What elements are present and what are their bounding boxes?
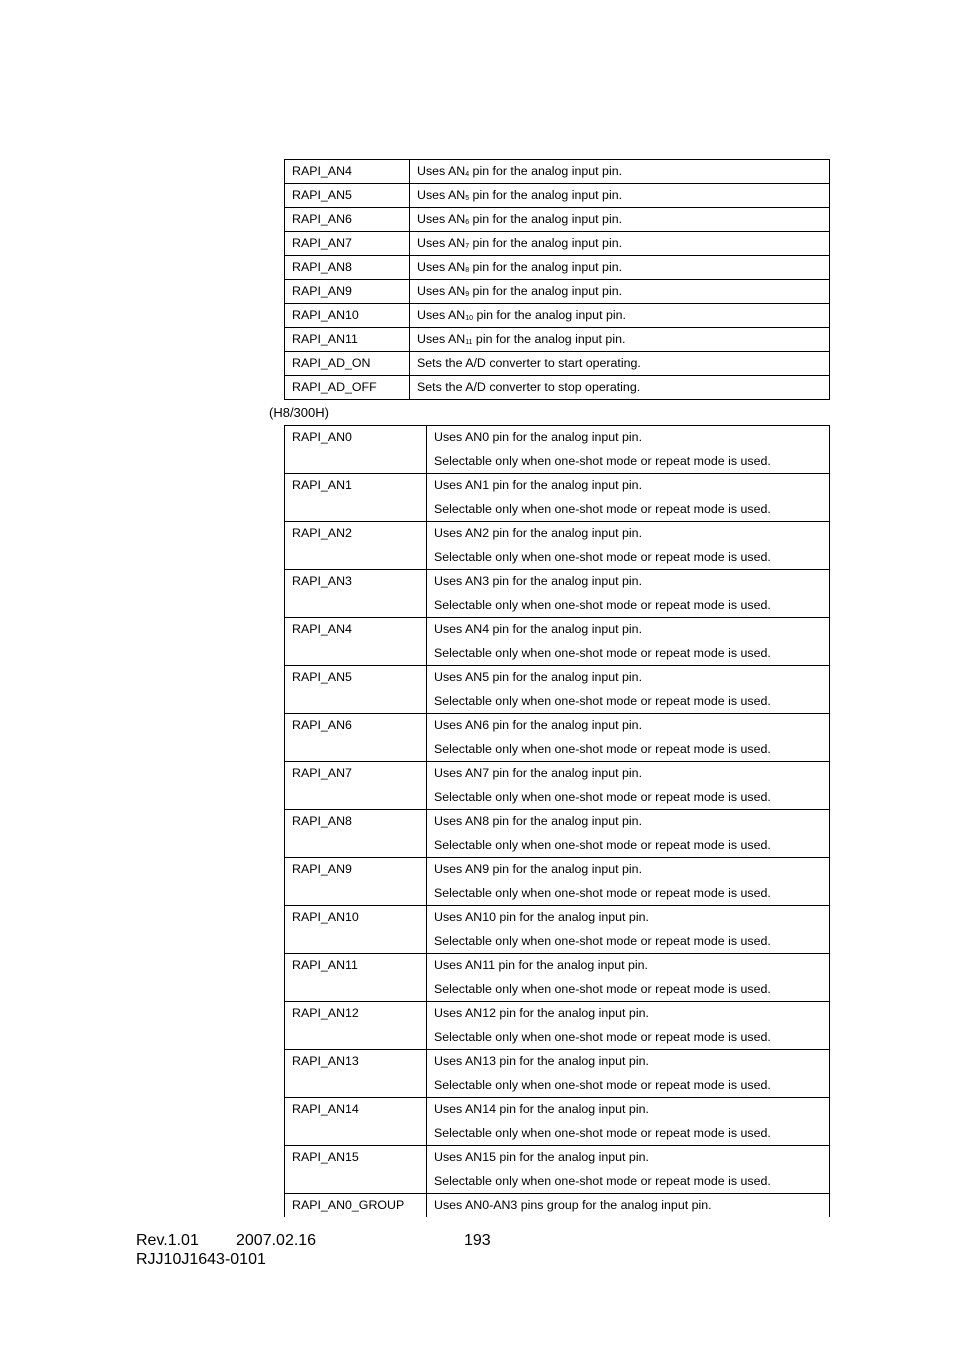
table-row bbox=[285, 352, 830, 376]
description-text: Uses AN bbox=[417, 308, 466, 322]
description-text: pin for the analog input pin. bbox=[472, 332, 626, 346]
description-cell bbox=[410, 232, 830, 256]
description-note: Selectable only when one-shot mode or repeat mode is used. bbox=[434, 886, 771, 900]
description-note: Selectable only when one-shot mode or repeat mode is used. bbox=[434, 1078, 771, 1092]
table-row bbox=[285, 810, 830, 858]
description-cell bbox=[410, 208, 830, 232]
description-note: Selectable only when one-shot mode or repeat mode is used. bbox=[434, 694, 771, 708]
description-text: Sets the A/D converter to start operating. bbox=[417, 356, 641, 370]
description-cell bbox=[427, 618, 830, 666]
description-cell bbox=[427, 714, 830, 762]
description-note: Selectable only when one-shot mode or repeat mode is used. bbox=[434, 1030, 771, 1044]
description-cell bbox=[427, 954, 830, 1002]
description-line: Uses AN6 pin for the analog input pin. bbox=[434, 718, 643, 732]
description-cell bbox=[427, 810, 830, 858]
description-cell bbox=[410, 352, 830, 376]
constant-name-cell: RAPI_AN0_GROUP bbox=[285, 1194, 427, 1218]
table-row bbox=[285, 160, 830, 184]
description-cell bbox=[410, 256, 830, 280]
description-text: pin for the analog input pin. bbox=[469, 188, 623, 202]
table-row bbox=[285, 618, 830, 666]
constant-name: RAPI_AN2 bbox=[292, 526, 352, 540]
constant-name: RAPI_AN10 bbox=[292, 910, 359, 924]
table-row bbox=[285, 256, 830, 280]
constant-name: RAPI_AN13 bbox=[292, 1054, 359, 1068]
table-row bbox=[285, 280, 830, 304]
description-note: Selectable only when one-shot mode or repeat mode is used. bbox=[434, 838, 771, 852]
constant-name: RAPI_AN11 bbox=[292, 958, 358, 972]
section-label-h8-300h: (H8/300H) bbox=[269, 405, 329, 420]
constant-name-cell bbox=[285, 1146, 427, 1194]
description-text: pin for the analog input pin. bbox=[469, 236, 623, 250]
constant-name-cell bbox=[285, 666, 427, 714]
constant-name-cell bbox=[285, 570, 427, 618]
constant-name: RAPI_AN1 bbox=[292, 478, 352, 492]
description-cell bbox=[427, 522, 830, 570]
pin-number-subscript: 9 bbox=[465, 291, 470, 298]
description-cell bbox=[410, 376, 830, 400]
table-row bbox=[285, 1146, 830, 1194]
description-line: Uses AN7 pin for the analog input pin. bbox=[434, 766, 643, 780]
constant-name-cell bbox=[285, 618, 427, 666]
description-note: Selectable only when one-shot mode or repeat mode is used. bbox=[434, 1174, 771, 1188]
description-line: Uses AN0 pin for the analog input pin. bbox=[434, 430, 643, 444]
pin-number-subscript: 11 bbox=[465, 339, 473, 346]
description-cell bbox=[427, 858, 830, 906]
constant-name-cell bbox=[285, 426, 427, 474]
constant-name: RAPI_AN9 bbox=[292, 862, 352, 876]
description-note: Selectable only when one-shot mode or repeat mode is used. bbox=[434, 982, 771, 996]
table-row bbox=[285, 328, 830, 352]
constant-name-cell: RAPI_AN7 bbox=[285, 232, 410, 256]
constant-name: RAPI_AN3 bbox=[292, 574, 352, 588]
description-cell bbox=[427, 1146, 830, 1194]
description-cell bbox=[427, 1002, 830, 1050]
description-cell bbox=[427, 1050, 830, 1098]
description-note: Selectable only when one-shot mode or repeat mode is used. bbox=[434, 934, 771, 948]
description-note: Selectable only when one-shot mode or repeat mode is used. bbox=[434, 454, 771, 468]
description-note: Selectable only when one-shot mode or repeat mode is used. bbox=[434, 502, 771, 516]
description-cell bbox=[427, 666, 830, 714]
description-note: Selectable only when one-shot mode or repeat mode is used. bbox=[434, 1126, 771, 1140]
description-text: pin for the analog input pin. bbox=[469, 260, 623, 274]
pin-number-subscript: 7 bbox=[465, 243, 470, 250]
table-row bbox=[285, 714, 830, 762]
description-line: Uses AN14 pin for the analog input pin. bbox=[434, 1102, 649, 1116]
description-note: Selectable only when one-shot mode or repeat mode is used. bbox=[434, 790, 771, 804]
constant-name-cell bbox=[285, 522, 427, 570]
description-note: Selectable only when one-shot mode or repeat mode is used. bbox=[434, 742, 771, 756]
constant-name: RAPI_AN7 bbox=[292, 766, 352, 780]
description-cell bbox=[410, 280, 830, 304]
constant-name-cell bbox=[285, 714, 427, 762]
description-cell bbox=[410, 328, 830, 352]
table-row bbox=[285, 474, 830, 522]
description-line: Uses AN5 pin for the analog input pin. bbox=[434, 670, 643, 684]
table-row bbox=[285, 1002, 830, 1050]
description-cell bbox=[427, 474, 830, 522]
description-text: pin for the analog input pin. bbox=[473, 308, 626, 322]
constant-name-cell bbox=[285, 1050, 427, 1098]
description-line: Uses AN11 pin for the analog input pin. bbox=[434, 958, 648, 972]
table-row bbox=[285, 232, 830, 256]
constant-name: RAPI_AN0 bbox=[292, 430, 352, 444]
pin-number-subscript: 6 bbox=[465, 219, 470, 226]
description-line: Uses AN2 pin for the analog input pin. bbox=[434, 526, 643, 540]
description-text: pin for the analog input pin. bbox=[469, 212, 623, 226]
constant-name-cell bbox=[285, 762, 427, 810]
constant-name-cell: RAPI_AN5 bbox=[285, 184, 410, 208]
page-number: 193 bbox=[464, 1232, 491, 1249]
table-row bbox=[285, 906, 830, 954]
constant-name: RAPI_AN14 bbox=[292, 1102, 359, 1116]
table-row bbox=[285, 666, 830, 714]
description-line: Uses AN15 pin for the analog input pin. bbox=[434, 1150, 649, 1164]
description-note: Selectable only when one-shot mode or repeat mode is used. bbox=[434, 550, 771, 564]
description-cell: Uses AN0-AN3 pins group for the analog input pin. bbox=[427, 1194, 830, 1218]
footer-revision: Rev.1.01 bbox=[136, 1232, 199, 1249]
table-row bbox=[285, 1098, 830, 1146]
constant-name-cell: RAPI_AD_OFF bbox=[285, 376, 410, 400]
description-note: Selectable only when one-shot mode or repeat mode is used. bbox=[434, 598, 771, 612]
table-row bbox=[285, 208, 830, 232]
description-text: Uses AN bbox=[417, 164, 466, 178]
constant-name-cell bbox=[285, 474, 427, 522]
description-line: Uses AN12 pin for the analog input pin. bbox=[434, 1006, 649, 1020]
constant-name-cell bbox=[285, 906, 427, 954]
h8-300h-constant-table bbox=[284, 425, 830, 1217]
constant-name-cell bbox=[285, 1002, 427, 1050]
footer-doc-number: RJJ10J1643-0101 bbox=[136, 1251, 266, 1268]
footer-date: 2007.02.16 bbox=[236, 1232, 317, 1249]
description-line: Uses AN3 pin for the analog input pin. bbox=[434, 574, 643, 588]
pin-number-subscript: 10 bbox=[465, 315, 473, 322]
constant-name-cell: RAPI_AN8 bbox=[285, 256, 410, 280]
description-text: Uses AN bbox=[417, 236, 466, 250]
description-line: Uses AN8 pin for the analog input pin. bbox=[434, 814, 643, 828]
description-cell bbox=[427, 762, 830, 810]
table-row bbox=[285, 304, 830, 328]
constant-name-cell bbox=[285, 810, 427, 858]
pin-number-subscript: 8 bbox=[465, 267, 470, 274]
table-row bbox=[285, 376, 830, 400]
table-body bbox=[285, 160, 830, 400]
description-text: Sets the A/D converter to stop operating. bbox=[417, 380, 641, 394]
description-text: Uses AN bbox=[417, 332, 466, 346]
constant-name-cell: RAPI_AN4 bbox=[285, 160, 410, 184]
h8-300-constant-table bbox=[284, 159, 830, 400]
pin-number-subscript: 5 bbox=[465, 195, 470, 202]
constant-name: RAPI_AN6 bbox=[292, 718, 352, 732]
description-cell bbox=[410, 160, 830, 184]
description-line: Uses AN13 pin for the analog input pin. bbox=[434, 1054, 649, 1068]
table-row bbox=[285, 522, 830, 570]
constant-name-cell: RAPI_AN10 bbox=[285, 304, 410, 328]
description-cell bbox=[427, 426, 830, 474]
description-text: Uses AN bbox=[417, 284, 466, 298]
description-text: pin for the analog input pin. bbox=[469, 284, 623, 298]
table-row bbox=[285, 1194, 830, 1218]
constant-name: RAPI_AN15 bbox=[292, 1150, 359, 1164]
constant-name: RAPI_AN5 bbox=[292, 670, 352, 684]
description-cell bbox=[427, 570, 830, 618]
description-text: Uses AN bbox=[417, 260, 466, 274]
constant-name-cell bbox=[285, 858, 427, 906]
table-row bbox=[285, 184, 830, 208]
table-row bbox=[285, 954, 830, 1002]
description-cell bbox=[427, 1098, 830, 1146]
constant-name: RAPI_AN4 bbox=[292, 622, 352, 636]
description-line: Uses AN10 pin for the analog input pin. bbox=[434, 910, 649, 924]
description-cell bbox=[410, 304, 830, 328]
table-row bbox=[285, 570, 830, 618]
pin-number-subscript: 4 bbox=[465, 171, 470, 178]
table-body bbox=[285, 426, 830, 1218]
description-line: Uses AN9 pin for the analog input pin. bbox=[434, 862, 643, 876]
table-row bbox=[285, 858, 830, 906]
description-line: Uses AN1 pin for the analog input pin. bbox=[434, 478, 643, 492]
description-line: Uses AN4 pin for the analog input pin. bbox=[434, 622, 643, 636]
description-cell bbox=[410, 184, 830, 208]
constant-name-cell: RAPI_AN11 bbox=[285, 328, 410, 352]
description-text: Uses AN bbox=[417, 212, 466, 226]
constant-name-cell: RAPI_AN6 bbox=[285, 208, 410, 232]
constant-name-cell bbox=[285, 1098, 427, 1146]
constant-name-cell: RAPI_AN9 bbox=[285, 280, 410, 304]
table-row bbox=[285, 1050, 830, 1098]
table-row bbox=[285, 762, 830, 810]
constant-name: RAPI_AN12 bbox=[292, 1006, 359, 1020]
description-cell bbox=[427, 906, 830, 954]
description-text: Uses AN bbox=[417, 188, 466, 202]
description-note: Selectable only when one-shot mode or repeat mode is used. bbox=[434, 646, 771, 660]
table-row bbox=[285, 426, 830, 474]
constant-name-cell: RAPI_AD_ON bbox=[285, 352, 410, 376]
constant-name-cell bbox=[285, 954, 427, 1002]
description-text: pin for the analog input pin. bbox=[469, 164, 623, 178]
constant-name: RAPI_AN8 bbox=[292, 814, 352, 828]
